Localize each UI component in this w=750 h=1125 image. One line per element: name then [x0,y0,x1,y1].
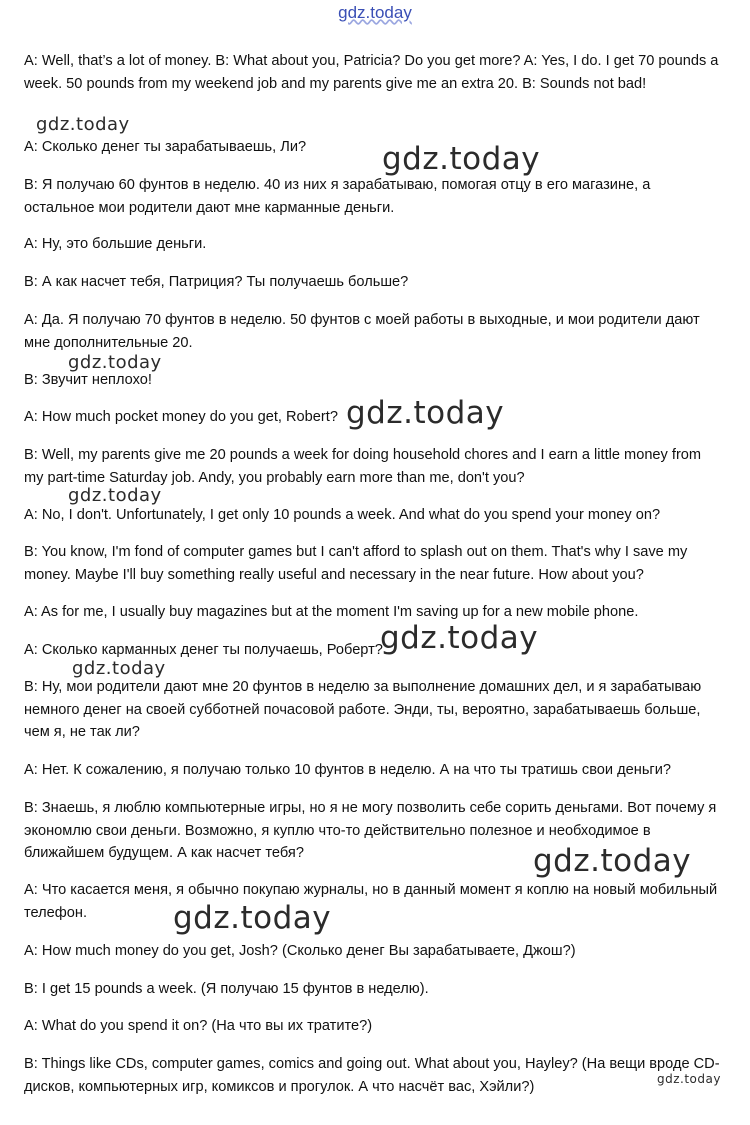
paragraph: А: Что касается меня, я обычно покупаю журналы, но в данный момент я коплю на новый мобильный телефон. [24,882,718,921]
paragraph: А: Сколько карманных денег ты получаешь, Роберт? [24,642,383,658]
paragraph: В: Знаешь, я люблю компьютерные игры, но я не могу позволить себе сорить деньгами. Вот почему я экономлю свои деньги. Возможно, я куплю что-то действительно полезное и необходимое в ближайшем будущем. А как насчет тебя? [24,800,717,862]
paragraph: А: Да. Я получаю 70 фунтов в неделю. 50 фунтов с моей работы в выходные, и мои родители дают мне дополнительные 20. [24,312,700,351]
watermark: gdz.today [72,658,166,679]
watermark: gdz.today [173,900,332,936]
paragraph: A: As for me, I usually buy magazines but at the moment I'm saving up for a new mobile phone. [24,604,639,620]
watermark: gdz.today [533,843,692,879]
paragraph: В: Я получаю 60 фунтов в неделю. 40 из них я зарабатываю, помогая отцу в его магазине, а остальное мои родители дают мне карманные деньги. [24,177,651,216]
watermark: gdz.today [68,485,162,506]
paragraph: A: How much pocket money do you get, Robert? [24,409,338,425]
paragraph: В: Звучит неплохо! [24,372,152,388]
watermark: gdz.today [657,1072,721,1086]
watermark: gdz.today [346,395,505,431]
paragraph: А: Нет. К сожалению, я получаю только 10 фунтов в неделю. А на что ты тратишь свои деньги? [24,762,672,778]
watermark: gdz.today [380,620,539,656]
paragraph: B: Things like CDs, computer games, comics and going out. What about you, Hayley? (На вещи вроде CD-дисков, компьютерных игр, комиксов и прогулок. А что насчёт вас, Хэйли?) [24,1056,720,1095]
paragraph: А: Ну, это большие деньги. [24,236,207,252]
paragraph: А: Сколько денег ты зарабатываешь, Ли? [24,139,307,155]
paragraph: B: I get 15 pounds a week. (Я получаю 15 фунтов в неделю). [24,981,429,997]
paragraph: B: Well, my parents give me 20 pounds a week for doing household chores and I earn a little money from my part-time Saturday job. Andy, you probably earn more than me, don't you? [24,447,702,486]
paragraph: A: No, I don't. Unfortunately, I get only 10 pounds a week. And what do you spend your money on? [24,507,661,523]
watermark: gdz.today [36,114,130,135]
watermark: gdz.today [68,352,162,373]
paragraph: В: А как насчет тебя, Патриция? Ты получаешь больше? [24,274,409,290]
paragraph: A: Well, that’s a lot of money. B: What about you, Patricia? Do you get more? A: Yes, I do. I get 70 pounds a week. 50 pounds from my weekend job and my parents give me an extra 20. B: Sounds not bad! [24,53,719,92]
header-watermark: gdz.today [338,3,412,22]
watermark: gdz.today [382,141,541,177]
paragraph: В: Ну, мои родители дают мне 20 фунтов в неделю за выполнение домашних дел, и я зарабатываю немного денег на своей субботней почасовой работе. Энди, ты, вероятно, зарабатываешь больше, чем я, не так ли? [24,679,702,741]
paragraph: B: You know, I'm fond of computer games but I can't afford to splash out on them. That's why I save my money. Maybe I'll buy something really useful and necessary in the near future. How about you? [24,544,688,583]
paragraph: A: What do you spend it on? (На что вы их тратите?) [24,1018,373,1034]
paragraph: A: How much money do you get, Josh? (Сколько денег Вы зарабатываете, Джош?) [24,943,576,959]
